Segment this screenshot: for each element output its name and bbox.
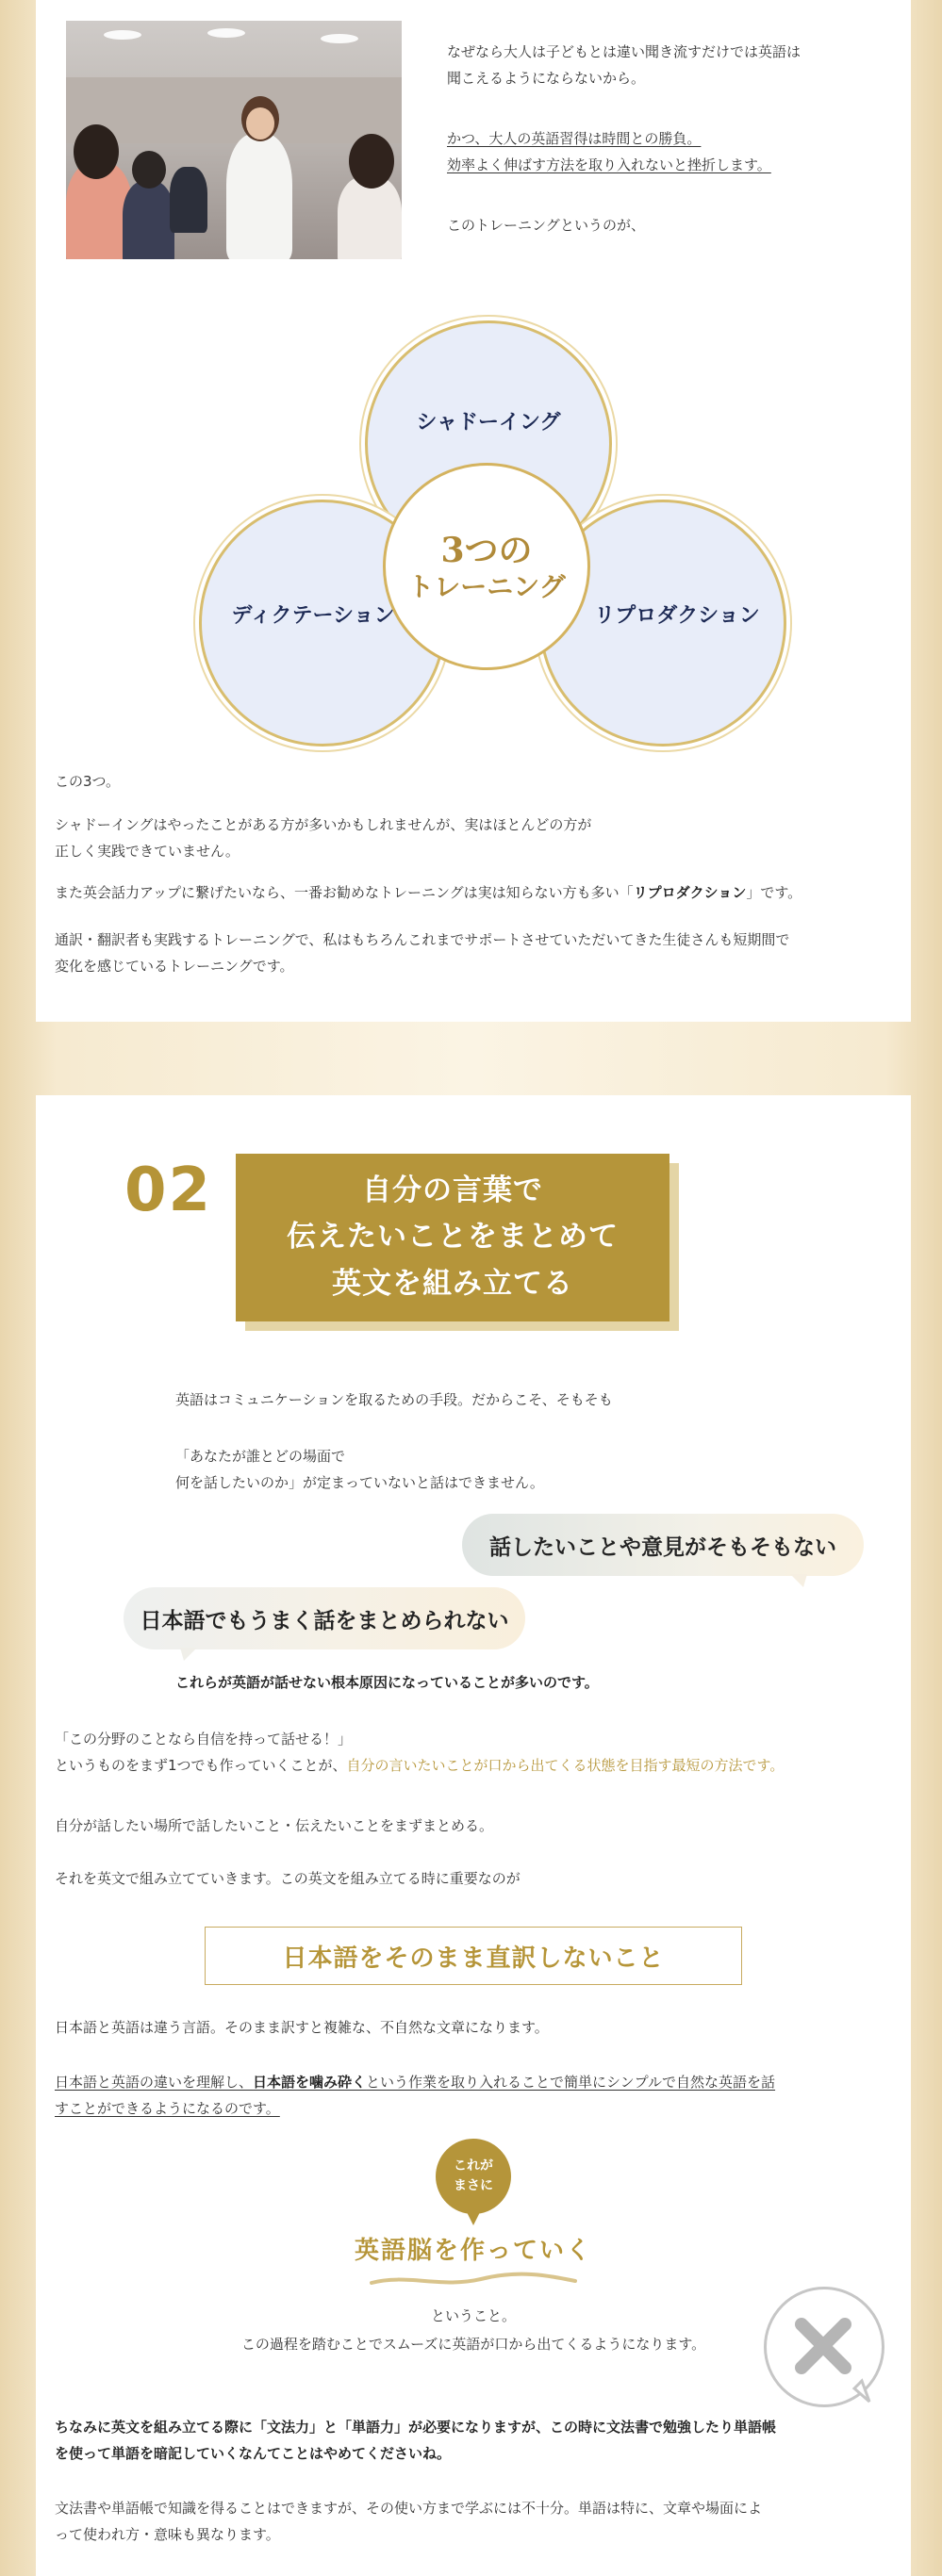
speech-bubble-no-opinion: 話したいことや意見がそもそもない [462,1514,864,1576]
note-line: ちなみに英文を組み立てる際に「文法力」と「単語力」が必要になりますが、この時に文法書で勉強したり単語帳 [55,2419,777,2436]
section-card-02 [36,1095,911,2576]
understand-bold: 日本語を噛み砕く [253,2074,367,2091]
interpreter-line: 変化を感じているトレーニングです。 [55,957,294,975]
english-brain-heading: 英語脳を作っていく [354,2237,592,2265]
classroom-photo [66,21,402,259]
circle-shadowing-label: シャドーイング [416,410,561,435]
confident-line1: 「この分野のことなら自信を持って話せる！」 [55,1731,353,1747]
confident-plain: というものをまず1つでも作っていくことが、 [55,1756,347,1774]
x-mark-icon [764,2287,884,2407]
repro-suffix: 」です。 [746,884,802,901]
repro-prefix: また英会話力アップに繋げたいなら、一番お勧めなトレーニングは実は知らない方も多い「 [55,884,634,901]
toiu-text: ということ。 [430,2307,516,2324]
title-line: 自分の言葉で [362,1173,543,1207]
section-card-trainings [36,0,911,1022]
quote-text [175,1444,544,1497]
intro-line: 聞こえるようにならないから。 [447,69,646,87]
last-line: って使われ方・意味も異なります。 [55,2525,280,2543]
kore-ga-masani-badge [436,2139,511,2214]
badge-line1: これが [454,2158,493,2174]
confident-text [55,1727,784,1780]
last-text [55,2496,762,2549]
intro-line: なぜなら大人は子どもとは違い聞き流すだけでは英語は [447,43,802,60]
badge-line2: まさに [454,2178,493,2193]
underline-line: かつ、大人の英語習得は時間との勝負。 [447,130,702,147]
training-lead: このトレーニングというのが、 [447,217,646,234]
shadowing-line: 正しく実践できていません。 [55,842,240,860]
last-line: 文法書や単語帳で知識を得ることはできますが、その使い方まで学ぶには不十分。単語は特に、文章や場面によ [55,2500,763,2517]
these-three: この3つ。 [55,773,120,790]
quote-line: 「あなたが誰とどの場面で [175,1448,346,1465]
note-line: を使って単語を暗記していくなんてことはやめてくださいね。 [55,2444,452,2462]
speech-bubble-cannot-summarize: 日本語でもうまく話をまとめられない [124,1587,525,1649]
assemble-text: それを英文で組み立てていきます。この英文を組み立てる時に重要なのが [55,1870,521,1887]
understand-prefix: 日本語と英語の違いを理解し、 [55,2074,254,2091]
underlined-text [447,126,771,179]
title-line: 英文を組み立てる [332,1266,573,1301]
shadowing-text [55,812,591,865]
intro-text [447,40,801,92]
reproduction-text [55,880,802,907]
understand-text [55,2070,894,2123]
process-text: この過程を踏むことでスムーズに英語が口から出てくるようになります。 [240,2336,706,2353]
repro-bold: リプロダクション [633,884,747,901]
note-text [55,2415,776,2468]
confident-line2 [55,1753,784,1780]
understand-rest1: という作業を取り入れることで簡単にシンプルで自然な英語を話 [366,2074,776,2091]
section-title-box [236,1154,669,1321]
circle-reproduction-label: リプロダクション [594,603,760,628]
circle-dictation-label: ディクテーション [231,603,395,628]
brush-underline [368,2270,579,2290]
center-line1: 3つの [440,530,533,570]
root-cause: これらが英語が話せない根本原因になっていることが多いのです。 [175,1674,599,1691]
different-language-text: 日本語と英語は違う言語。そのまま訳すと複雑な、不自然な文章になります。 [55,2019,549,2036]
underline-line: 効率よく伸ばす方法を取り入れないと挫折します。 [447,156,771,173]
interpreter-text [55,927,789,980]
interpreter-line: 通訳・翻訳者も実践するトレーニングで、私はもちろんこれまでサポートさせていただいてきた生徒さんも短期間で [55,931,790,948]
center-line2: トレーニング [407,570,566,602]
summarize-text: 自分が話したい場所で話したいこと・伝えたいことをまずまとめる。 [55,1817,494,1834]
confident-gold: 自分の言いたいことが口から出てくる状態を目指す最短の方法です。 [346,1756,785,1774]
understand-rest2: すことができるようになるのです。 [55,2099,280,2117]
shadowing-line: シャドーイングはやったことがある方が多いかもしれませんが、実はほとんどの方が [55,816,592,833]
quote-line: 何を話したいのか」が定まっていないと話はできません。 [175,1473,544,1491]
intro-text: 英語はコミュニケーションを取るための手段。だからこそ、そもそも [175,1391,613,1408]
title-line: 伝えたいことをまとめて [287,1220,619,1255]
section-number: 02 [124,1156,213,1225]
circle-three-trainings [383,463,590,670]
no-literal-translation-heading: 日本語をそのまま直訳しないこと [205,1927,742,1985]
